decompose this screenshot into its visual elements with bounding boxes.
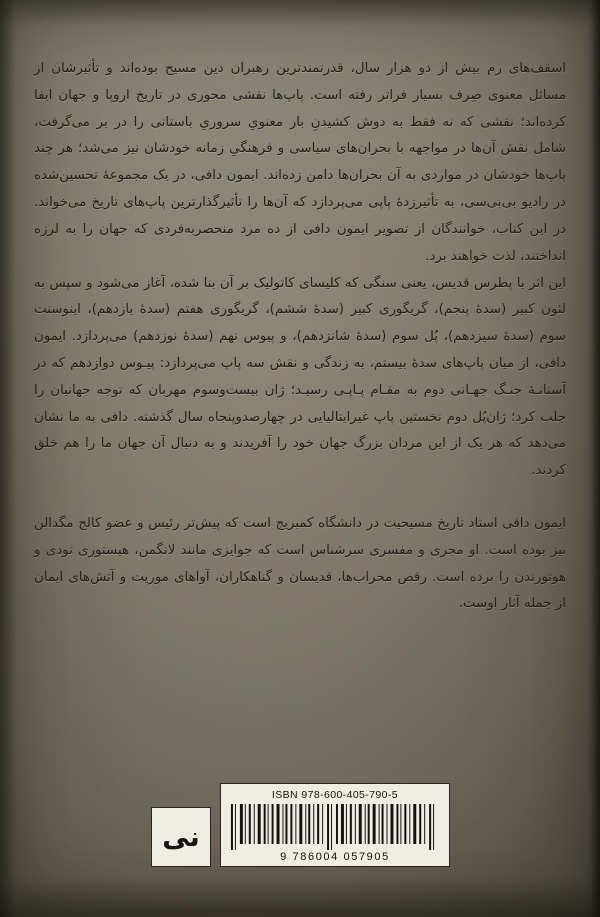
- publisher-logo-box: [151, 807, 211, 867]
- cover-edge-right: [586, 0, 600, 917]
- spine-shadow: [591, 0, 600, 917]
- cover-edge-left: [0, 0, 16, 917]
- publisher-logo-glyph: نی: [162, 821, 200, 853]
- cover-edge-bottom: [0, 877, 600, 917]
- isbn-label: ISBN 978-600-405-790-5: [271, 789, 399, 801]
- publisher-logo: [151, 807, 209, 865]
- ean-digits: 9 786004 057905: [280, 851, 390, 863]
- cover-edge-top: [0, 0, 600, 26]
- isbn-barcode-box: [220, 783, 450, 867]
- back-cover-blurb: [34, 56, 566, 618]
- blurb-paragraph-3: ایمون دافی استاد تاریخ مسیحیت در دانشگاه کمبریج است که پیش‌تر رئیس و عضو کالج مگدالن نیز بوده است. او مجری و مفسری سرشناس است که جوایزی مانند لانگمن، هیستوری تودی و هوتورندن را برده است. رقص محراب‌ها، قدیسان و گناهکاران، آواهای موریت و آتش‌های ایمان از جمله آثار اوست.: [34, 516, 566, 612]
- blurb-paragraph-1: اسقف‌های رم بیش از دو هزار سال، قدرتمندترین رهبران دین مسیح بوده‌اند و تأثیرشان از مسائل معنوی صِرف بسیار فراتر رفته است. پاپ‌ها نقشی محوری در تاریخ اروپا و جهان ایفا کرده‌اند؛ نقشی که نه فقط به دوش کشیدنِ بار معنویِ سروریِ باستانی را در بر می‌گرفت، شامل نقش آن‌ها در مواجهه با بحران‌های سیاسی و فرهنگیِ زمانه خودشان نیز می‌شد؛ هر چند پاپ‌ها خودشان در مواردی به آن بحران‌ها دامن زده‌اند. ایمون دافی، در یک مجموعهٔ تحسین‌شده در رادیو بی‌بی‌سی، به تأثیرزدهٔ پاپی می‌پردازد که آن‌ها را تأثیرگذارترین پاپ‌های تاریخ می‌خواند. در این کتاب، خوانندگان از تصویر ایمون دافی از ده مرد منحصربه‌فردی که جهان را به لرزه انداختند، لذت خواهند برد.: [34, 61, 566, 264]
- blurb-paragraph-2: این اثر با پطرس قدیس، یعنی سنگی که کلیسای کاتولیک بر آن بنا شده، آغاز می‌شود و سپس به لئون کبیر (سدهٔ پنجم)، گریگوری کبیر (سدهٔ ششم)، گریگوری هفتم (سدهٔ یازدهم)، اینوسنت سوم (سدهٔ سیزدهم)، پُل سوم (سدهٔ شانزدهم)، و پیوس نهم (سدهٔ نوزدهم) می‌پردازد. ایمون دافی، از میان پاپ‌های سدهٔ بیستم، به زندگی و نقش سه پاپ می‌پردازد: پیـوس دوازدهم که در آستانـهٔ جنـگ جهـانی دوم به مقـام پـاپـی رسیـد؛ ژان بیست‌وسوم مهربان که توجه جهانیان را جلب کرد؛ ژان‌پُل دوم نخستین پاپ غیرایتالیایی در چهارصدوپنجاه سال گذشته. دافی به ما نشان می‌دهد که هر یک از این مردان بزرگ جهان خود را آفریدند و به دنبال آن جهان ما را هم خلق کردند.: [34, 275, 566, 479]
- barcode-icon: [227, 804, 443, 850]
